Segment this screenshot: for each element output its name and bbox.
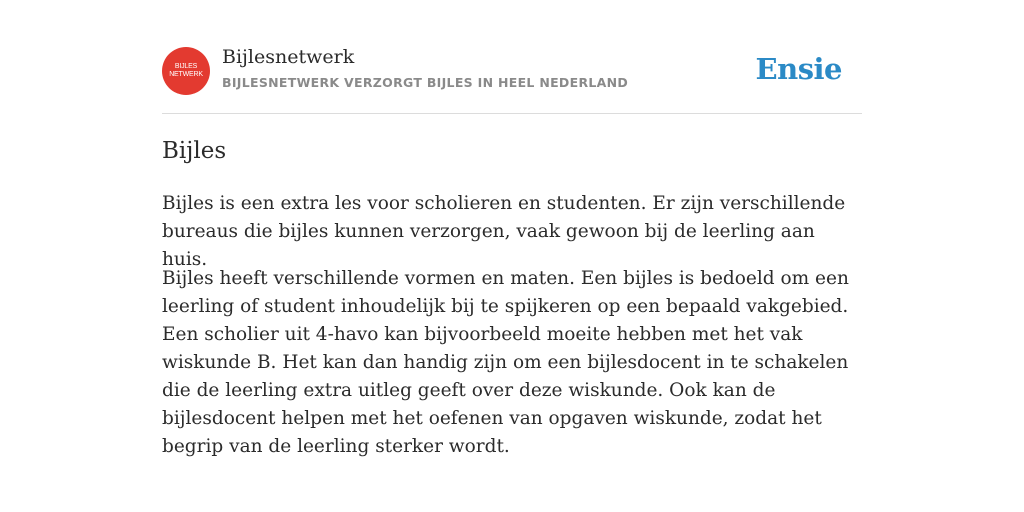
logo-text-line2: NETWERK	[169, 71, 203, 78]
article-paragraph: Bijles heeft verschillende vormen en maten. Een bijles is bedoeld om een leerling of student inhoudelijk bij te spijkeren op een bepaald vakgebied. Een scholier uit 4-havo kan bijvoorbeeld moeite hebben met het vak wiskunde B. Het kan dan handig zijn om een bijlesdocent in te schakelen die de leerling extra uitleg geeft over deze wiskunde. Ook kan de bijlesdocent helpen met het oefenen van opgaven wiskunde, zodat het begrip van de leerling sterker wordt.	[162, 268, 849, 457]
author-tagline: BIJLESNETWERK VERZORGT BIJLES IN HEEL NEDERLAND	[222, 75, 629, 90]
ensie-logo[interactable]: Ensie	[755, 52, 842, 86]
article-paragraph: Bijles is een extra les voor scholieren en studenten. Er zijn verschillende bureaus die bijles kunnen verzorgen, vaak gewoon bij de leerling aan huis.	[162, 193, 846, 270]
logo-text-line1: BIJLES	[174, 63, 198, 70]
article-title: Bijles	[162, 138, 227, 164]
author-logo[interactable]	[162, 47, 210, 95]
definition-card	[162, 0, 862, 457]
card-header	[162, 0, 862, 114]
author-name[interactable]: Bijlesnetwerk	[222, 46, 355, 68]
